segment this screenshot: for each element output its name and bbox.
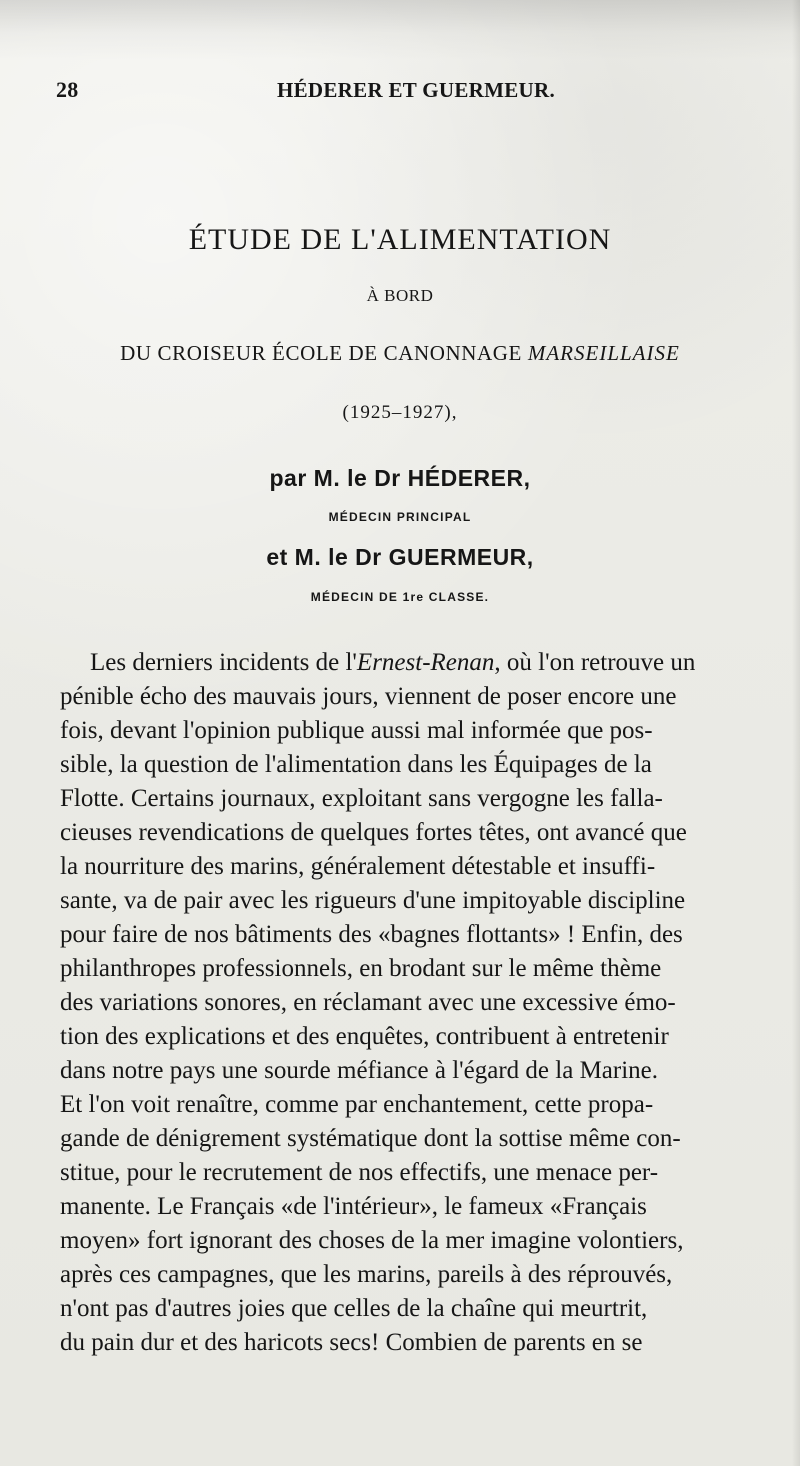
- body-line: Flotte. Certains journaux, exploitant sans vergogne les falla-: [60, 785, 663, 812]
- body-line: sible, la question de l'alimentation dans les Équipages de la: [60, 751, 652, 778]
- ship-line: [0, 341, 800, 366]
- body-line: n'ont pas d'autres joies que celles de la chaîne qui meurtrit,: [60, 1295, 648, 1322]
- body-line: gande de dénigrement systématique dont la sottise même con-: [60, 1125, 681, 1152]
- years: (1925–1927),: [342, 402, 458, 423]
- running-title: HÉDERER ET GUERMEUR.: [276, 78, 556, 102]
- author-line-1: par M. le Dr HÉDERER,: [269, 465, 531, 491]
- ship-name: MARSEILLAISE: [527, 341, 680, 365]
- body-line: la nourriture des marins, généralement détestable et insuffi-: [60, 853, 656, 880]
- body-line-0-prefix: Les derniers incidents de l': [90, 649, 357, 676]
- article-title: ÉTUDE DE L'ALIMENTATION: [188, 223, 612, 256]
- author-role-2: MÉDECIN DE 1re CLASSE.: [310, 590, 490, 604]
- body-line: après ces campagnes, que les marins, pareils à des réprouvés,: [60, 1261, 673, 1288]
- body-paragraph: [60, 646, 754, 1360]
- body-line: Et l'on voit renaître, comme par enchantement, cette propa-: [60, 1091, 654, 1118]
- body-line: pénible écho des mauvais jours, viennent de poser encore une: [60, 683, 677, 710]
- page-number: 28: [56, 77, 79, 102]
- article-subtitle: À BORD: [366, 286, 434, 305]
- cited-ship-title: Ernest-Renan: [356, 649, 495, 676]
- body-line: cieuses revendications de quelques fortes têtes, ont avancé que: [60, 819, 687, 846]
- scan-shadow-top: [0, 0, 800, 60]
- author-line-2: et M. le Dr GUERMEUR,: [266, 544, 534, 570]
- body-line: philanthropes professionnels, en brodant sur le même thème: [60, 955, 662, 982]
- body-line: dans notre pays une sourde méfiance à l'égard de la Marine.: [60, 1057, 659, 1084]
- running-head: [56, 77, 756, 107]
- body-line: manente. Le Français «de l'intérieur», le fameux «Français: [60, 1193, 647, 1220]
- body-line: fois, devant l'opinion publique aussi mal informée que pos-: [60, 717, 653, 744]
- ship-line-prefix: DU CROISEUR ÉCOLE DE CANONNAGE: [120, 341, 522, 365]
- author-role-1: MÉDECIN PRINCIPAL: [328, 510, 472, 524]
- body-line: pour faire de nos bâtiments des «bagnes flottants» ! Enfin, des: [60, 921, 683, 948]
- body-line: tion des explications et des enquêtes, contribuent à entretenir: [60, 1023, 669, 1050]
- body-line: stitue, pour le recrutement de nos effectifs, une menace per-: [60, 1159, 659, 1186]
- scan-shadow-right: [792, 0, 800, 1466]
- body-line: du pain dur et des haricots secs! Combien de parents en se: [60, 1329, 643, 1356]
- body-line: sante, va de pair avec les rigueurs d'une impitoyable discipline: [60, 887, 686, 914]
- body-line: des variations sonores, en réclamant avec une excessive émo-: [60, 989, 676, 1016]
- body-line-0-suffix: , où l'on retrouve un: [494, 649, 696, 676]
- body-line-0: [60, 646, 754, 680]
- body-line: moyen» fort ignorant des choses de la mer imagine volontiers,: [60, 1227, 684, 1254]
